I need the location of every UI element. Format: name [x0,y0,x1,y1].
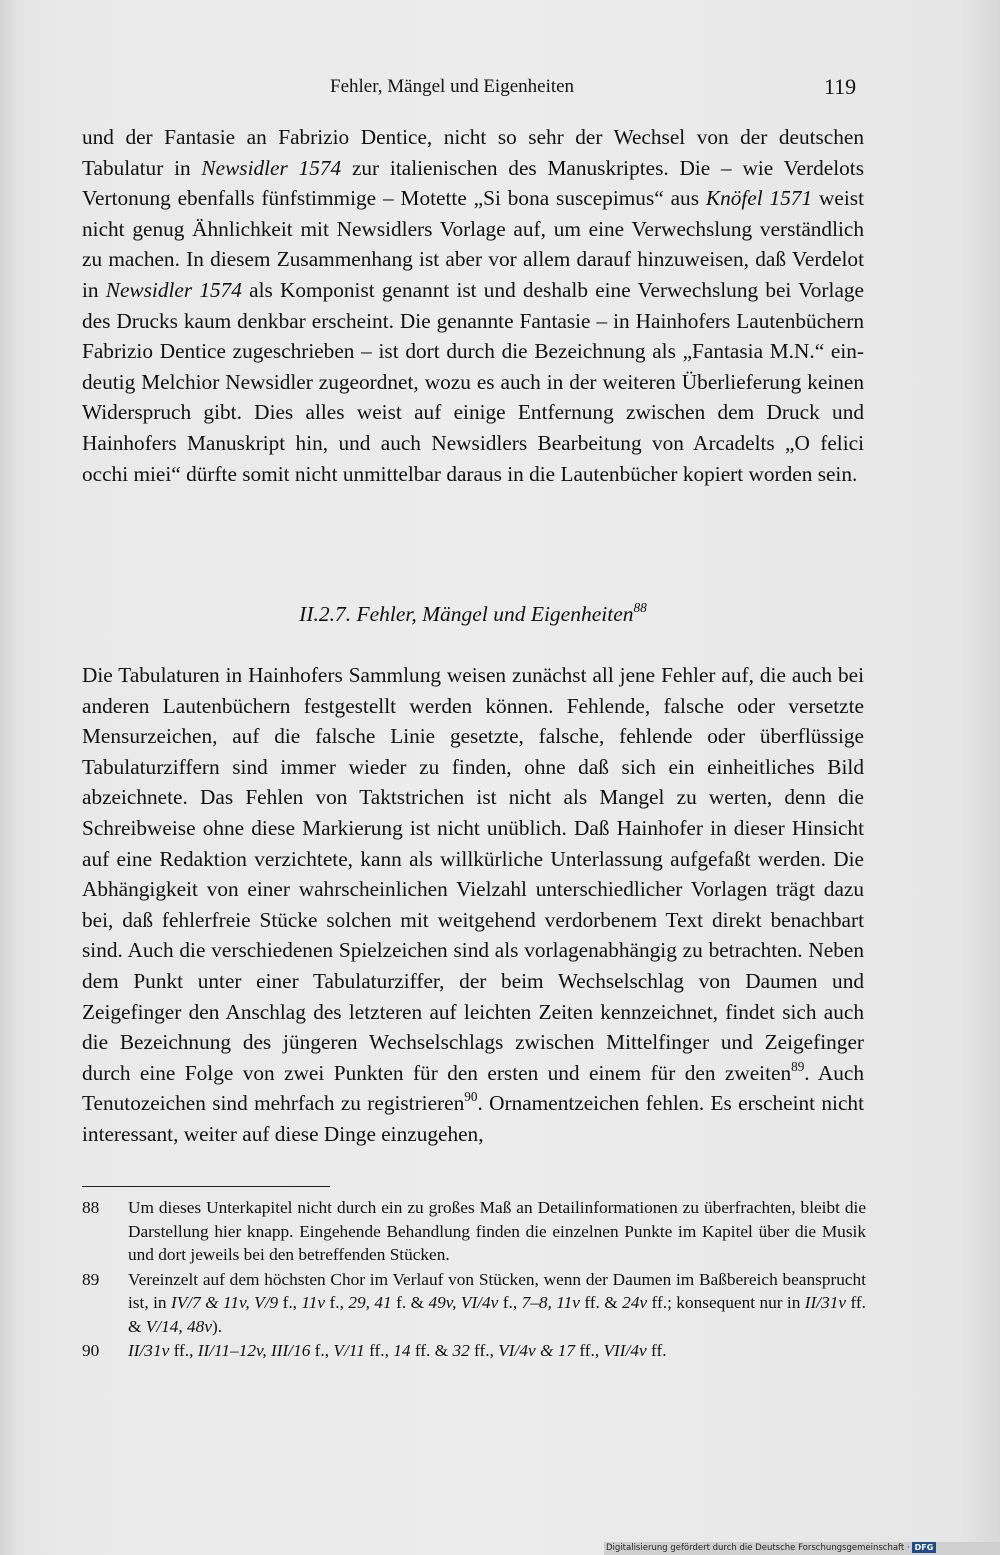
italic-ref: V/14, 48v [145,1316,212,1336]
text-run: ff., [169,1341,198,1360]
section-heading [82,599,864,627]
text-run: ff.; konsequent nur in [647,1293,805,1312]
footnote-number: 88 [82,1198,100,1217]
footnote-ref-88: 88 [633,599,647,615]
text-run: Die Tabulaturen in Hainhofers Sammlung weisen zunächst all jene Fehler auf, die auch bei anderen Lautenbüchern festgestellt werden können. Fehlende, falsche oder versetzte Mensurzeichen, auf die falsche Linie gesetzte, falsche, fehlende oder überflüssige Tabulaturziffern sind immer wieder zu finden, ohne daß sich ein einheitliches Bild abzeichnete. Das Fehlen von Taktstrichen ist nicht als Mangel zu werten, denn die Schreibweise ohne diese Markierung ist nicht unüblich. Daß Hainhofer in dieser Hinsicht auf eine Redaktion verzichtete, kann als willkürliche Unterlassung aufgefaßt werden. Die Abhängigkeit von einer wahrscheinlichen Vielzahl unterschiedlicher Vorlagen trägt dazu bei, daß fehlerfreie Stücke solchen mit weitgehend verdorbenem Text direkt benachbart sind. Auch die verschiedenen Spielzeichen sind als vorlagenabhängig zu betrachten. Neben dem Punkt unter einer Tabulaturziffer, der beim Wechselschlag von Daumen und Zeigefinger den Anschlag des letzteren auf leichten Zeiten kennzeichnet, findet sich auch die Bezeichnung des jüngeren Wechselschlags zwischen Mittelfinger und Zeigefinger durch eine Folge von zwei Punkten für den ersten und einem für den zweiten [82,663,864,1085]
italic-ref: 7–8, 11v [521,1293,580,1312]
footnote-text: Um dieses Unterkapitel nicht durch ein zu großes Maß an Detailinformationen zu überfrachten, bleibt die Darstellung hier knapp. Eingehende Behandlung finden die einzelnen Punkte im Kapitel über die Musik und dort jeweils bei den betreffenden Stücken. [128,1198,866,1264]
italic-citation: Knöfel 1571 [705,186,813,211]
italic-ref: 32 [452,1341,470,1360]
text-run: ff. & [410,1341,453,1360]
italic-ref: VII/4v [603,1341,647,1360]
italic-ref: V/11 [333,1341,365,1360]
italic-citation: Newsidler 1574 [201,155,342,180]
italic-ref: 29, 41 [348,1293,392,1312]
text-run: f., [325,1293,349,1312]
italic-ref: 49v, VI/4v [428,1293,499,1312]
text-run: zur italienischen des Manuskriptes. Die – wie Verdelots Vertonung ebenfalls fünfstimmige – Motette „Si bona suscepimus“ aus [82,155,865,211]
text-run: . Auch Tenutozeichen sind mehrfach zu registrieren [82,1060,864,1116]
italic-citation: Newsidler 1574 [105,277,242,302]
text-run: Vereinzelt auf dem höchsten Chor im Verlauf von Stücken, wenn der Daumen im Baßbereich beansprucht ist, in [128,1269,866,1312]
text-run: ff. [646,1341,667,1360]
footnote-text [128,1339,866,1363]
dfg-logo-icon: DFG [912,1542,937,1553]
text-run: ). [212,1316,223,1336]
footnotes [82,1196,866,1364]
funding-credit [604,1542,1000,1555]
running-title: Fehler, Mängel und Eigenheiten [330,76,575,97]
section-heading-text: II.2.7. Fehler, Mängel und Eigenheiten [299,602,634,626]
text-run: f. & [391,1293,429,1312]
footnote-90 [82,1339,866,1363]
body-paragraph-1 [82,122,864,489]
italic-ref: 11v [301,1293,326,1312]
footnote-number: 90 [82,1341,100,1360]
text-run: . Ornamentzeichen fehlen. Es erscheint nicht interessant, weiter auf diese Dinge einzugehen, [82,1091,864,1146]
text-run: f., [278,1293,302,1312]
italic-ref: 24v [622,1293,648,1312]
text-run: f., [310,1341,334,1360]
footnote-ref-89: 89 [791,1058,805,1074]
italic-ref: 14 [393,1341,411,1360]
footnote-89 [82,1268,866,1339]
footnote-separator [82,1186,330,1187]
text-run: und der Fantasie an Fabrizio Dentice, nicht so sehr der Wechsel von der deutschen Tabulatur in [82,125,864,180]
italic-ref: II/11–12v, III/16 [197,1341,311,1360]
text-run: ff. & [579,1293,623,1312]
italic-ref: IV/7 & 11v, V/9 [170,1293,279,1312]
body-paragraph-2 [82,660,864,1150]
text-run: ff. & [128,1293,866,1336]
text-run: ff., [469,1341,499,1360]
text-run: ff., [575,1341,604,1360]
footnote-number: 89 [82,1269,100,1289]
text-run: weist nicht genug Ähnlichkeit mit Newsidlers Vorlage auf, um eine Verwechslung verständlich zu machen. In diesem Zusammenhang ist aber vor allem darauf hinzuweisen, daß Verdelot in [82,186,864,302]
text-run: f., [498,1293,522,1312]
italic-ref: II/31v [804,1293,847,1312]
credit-text: Digitalisierung gefördert durch die Deutsche Forschungsgemeinschaft · [606,1543,910,1553]
text-run: als Komponist genannt ist und deshalb eine Verwechslung bei Vorlage des Drucks kaum denkbar erscheint. Die genannte Fantasie – in Hainhofers Lautenbüchern Fabrizio Dentice zugeschrieben – ist dort durch die Bezeichnung als „Fantasia M.N.“ eindeutig Melchior Newsidler zugeordnet, wozu es auch in der weiteren Überlieferung keinen Widerspruch gibt. Dies alles weist auf einige Entfernung zwischen dem Druck und Hainhofers Manuskript hin, und auch Newsidlers Bearbeitung von Arcadelts „O felici occhi miei“ dürfte somit nicht unmittelbar daraus in die Lautenbücher kopiert worden sein. [82,277,864,486]
text-run: ff., [364,1341,394,1360]
page-number: 119 [824,74,857,99]
footnote-88 [82,1196,866,1267]
italic-ref: VI/4v & 17 [498,1341,576,1360]
footnote-ref-90: 90 [464,1089,478,1105]
running-head [0,74,1000,104]
italic-ref: II/31v [128,1341,170,1360]
footnote-text [128,1268,866,1339]
